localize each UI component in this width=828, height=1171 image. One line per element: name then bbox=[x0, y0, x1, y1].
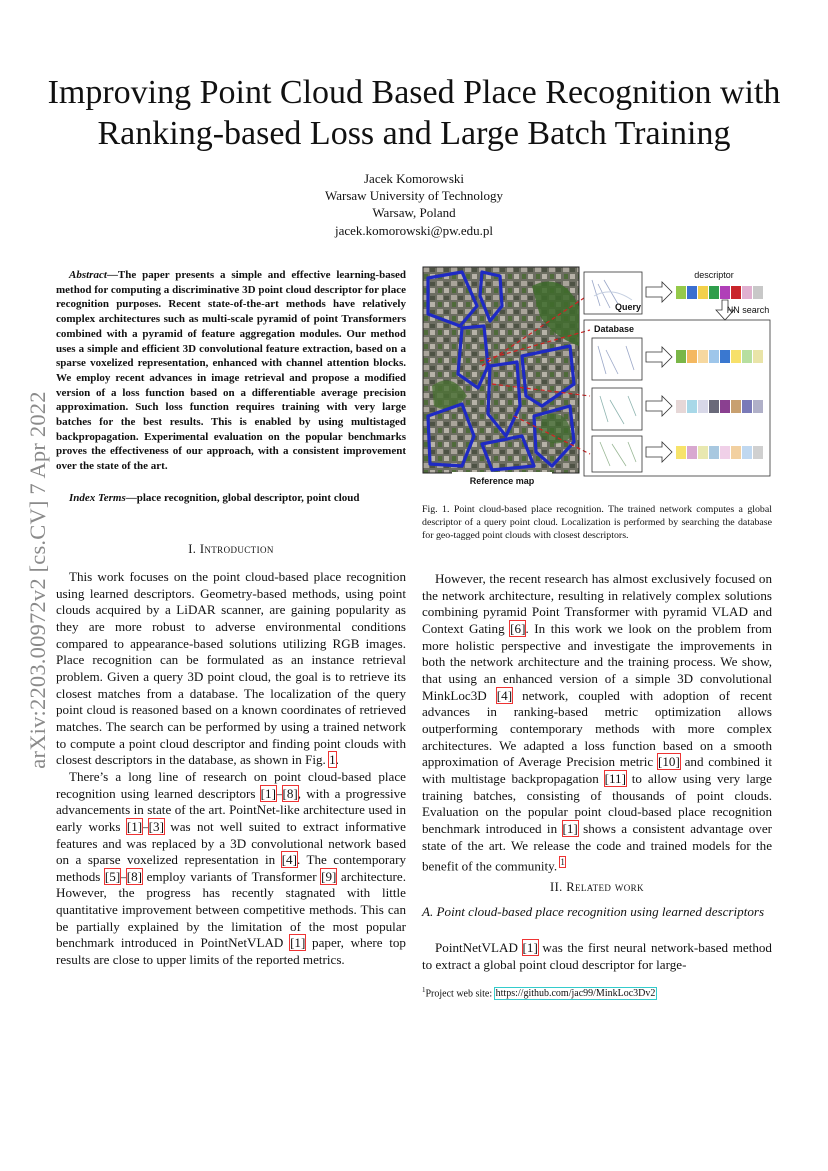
footnote-text: Project web site: bbox=[425, 988, 495, 1000]
index-terms-text: place recognition, global descriptor, point cloud bbox=[136, 492, 360, 504]
query-label: Query bbox=[614, 302, 642, 312]
arrow-icon bbox=[646, 396, 672, 416]
related-paragraph-1: PointNetVLAD [1] was the first neural network-based method to extract a global point cloud descriptor for large- bbox=[422, 940, 772, 972]
citation[interactable]: [1] bbox=[290, 935, 306, 951]
footnote-link[interactable]: https://github.com/jac99/MinkLoc3Dv2 bbox=[495, 988, 656, 1000]
descriptor-cell bbox=[742, 350, 752, 363]
descriptor-cell bbox=[687, 350, 697, 363]
arrow-icon bbox=[646, 282, 672, 302]
descriptor-cell bbox=[709, 350, 719, 363]
figure-1 bbox=[422, 266, 774, 498]
citation[interactable]: [3] bbox=[148, 818, 164, 834]
descriptor-cell bbox=[753, 286, 763, 299]
citation[interactable]: [4] bbox=[496, 687, 513, 703]
citation[interactable]: [1] bbox=[126, 818, 143, 834]
footnote-ref[interactable]: 1 bbox=[560, 857, 565, 868]
section-heading-related: II. Related work bbox=[550, 880, 644, 894]
intro-paragraph-1: This work focuses on the point cloud-based place recognition using learned descriptors. Geometry-based methods, using point clouds acquired by a LiDAR scanner, are gaining popularity as they are more robust to adverse environmental conditions compared to appearance-based solutions utilizing RGB images. Place recognition can be formulated as an instance retrieval problem. Given a query 3D point cloud, the goal is to retrieve its closest matches from a database. The localization of the query point cloud is reasoned based on a known coordinates of retrieved matches. The search can be performed by using a trained network to compute a point cloud descriptor and finding point clouds with closest descriptors in the database, as shown in Fig. 1. bbox=[56, 569, 406, 768]
descriptor-cell bbox=[709, 446, 719, 459]
footnote bbox=[422, 986, 656, 999]
descriptor-cell bbox=[709, 286, 719, 299]
abstract-text: The paper presents a simple and effective learning-based method for computing a discriminative 3D point cloud descriptor for place recognition purposes. Recent state-of-the-art methods have relatively complex architectures such as multi-scale pyramid of point Transformers combined with a pyramid of feature aggregation modules. Our method uses a simple and efficient 3D convolutional feature extraction, based on a sparse voxelized representation, enhanced with channel attention blocks. We employ recent advances in image retrieval and propose a modified version of a loss function based on a differentiable average precision approximation. Such loss function requires training with very large batches for the best results. This is enabled by using multistaged backpropagation. Experimental evaluation on the popular benchmarks proves the effectiveness of our approach, with a consistent improvement over the state of the art. bbox=[56, 269, 406, 473]
abstract-dash: — bbox=[106, 269, 118, 281]
section-heading-intro: I. Introduction bbox=[188, 542, 274, 556]
descriptor-cell bbox=[709, 400, 719, 413]
descriptor-cell bbox=[720, 350, 730, 363]
author-location: Warsaw, Poland bbox=[372, 205, 456, 221]
descriptor-cell bbox=[753, 350, 763, 363]
citation[interactable]: [5] bbox=[104, 868, 121, 884]
index-terms: Index Terms—place recognition, global descriptor, point cloud bbox=[69, 492, 360, 504]
abstract-label: Abstract bbox=[69, 269, 107, 281]
descriptor-cell bbox=[698, 446, 708, 459]
intro-paragraph-2: There’s a long line of research on point cloud-based place recognition using learned descriptors [1]–[8], with a progressive advancements in state of the art. PointNet-like architecture used in early works [1]–[3] was not well suited to extract informative features and was replaced by a 3D convolutional network based on a sparse voxelized representation in [4]. The contemporary methods [5]–[8] employ variants of Transformer [9] architecture. However, the progress has recently stagnated with little quantitative improvement between competitive methods. This can be partially explained by the limitation of the most popular benchmark introduced in PointNetVLAD [1] paper, where top results are close to upper limits of the reported metrics. bbox=[56, 768, 407, 968]
descriptor-cell bbox=[720, 446, 730, 459]
database-label: Database bbox=[594, 324, 635, 334]
subsection-heading-a: A. Point cloud-based place recognition using learned descriptors bbox=[422, 904, 765, 919]
descriptor-cell bbox=[676, 350, 686, 363]
descriptor-cell bbox=[687, 446, 697, 459]
arrow-icon bbox=[646, 442, 672, 462]
descriptor-cell bbox=[720, 400, 730, 413]
citation[interactable]: [1] bbox=[522, 940, 538, 955]
intro-right-column bbox=[422, 571, 772, 875]
arrow-icon bbox=[646, 347, 672, 367]
descriptor-cell bbox=[687, 286, 697, 299]
nn-search-label: NN search bbox=[726, 305, 770, 315]
author-email[interactable]: jacek.komorowski@pw.edu.pl bbox=[334, 222, 494, 238]
descriptor-cell bbox=[731, 400, 741, 413]
citation[interactable]: [11] bbox=[604, 770, 626, 786]
query-point-cloud bbox=[584, 272, 642, 314]
descriptor-row-db-2 bbox=[676, 400, 763, 413]
author-name: Jacek Komorowski bbox=[363, 171, 464, 186]
descriptor-cell bbox=[676, 446, 686, 459]
descriptor-cell bbox=[687, 400, 697, 413]
paper-title: Improving Point Cloud Based Place Recognition with Ranking-based Loss and Large Batch Training bbox=[47, 74, 781, 152]
descriptor-row-db-3 bbox=[676, 446, 763, 459]
descriptor-cell bbox=[742, 400, 752, 413]
descriptor-cell bbox=[753, 400, 763, 413]
descriptor-cell bbox=[698, 400, 708, 413]
author-block bbox=[200, 170, 628, 239]
intro-left-column bbox=[56, 569, 406, 969]
citation[interactable]: [10] bbox=[658, 754, 680, 770]
descriptor-row-query bbox=[676, 286, 763, 299]
descriptor-row-db-1 bbox=[676, 350, 763, 363]
author-affiliation: Warsaw University of Technology bbox=[325, 188, 503, 204]
citation[interactable]: [1] bbox=[562, 820, 578, 836]
descriptor-cell bbox=[742, 446, 752, 459]
reference-map bbox=[423, 267, 590, 488]
descriptor-cell bbox=[720, 286, 730, 299]
citation[interactable]: [8] bbox=[126, 868, 143, 884]
descriptor-cell bbox=[731, 350, 741, 363]
database-cloud-1 bbox=[592, 338, 642, 380]
descriptor-cell bbox=[698, 286, 708, 299]
reference-map-label: Reference map bbox=[469, 476, 535, 486]
abstract bbox=[56, 268, 406, 474]
intro-paragraph-3: However, the recent research has almost exclusively focused on the network architecture, resulting in relatively complex solutions combining pyramid Point Transformer with pyramid VLAD and Context Gating [6]. In this work we look on the problem from more holistic perspective and investigate the improvements in both the network architecture and the training process. We show, that using an enhanced version of a simple 3D convolutional MinkLoc3D [4] network, coupled with adoption of recent advances in ranking-based metric optimization allows outperforming contemporary methods with more complex architectures. We adapted a loss function based on a smooth approximation of Average Precision metric [10] and combined it with multistage backpropagation [11] to allow using very large training batches, consisting of thousands of point clouds. Evaluation on the popular point cloud-based place recognition benchmark introduced in [1] shows a consistent advantage over state of the art. We release the code and trained models for the benefit of the community. $^1$ bbox=[422, 571, 773, 874]
descriptor-cell bbox=[742, 286, 752, 299]
related-right-column bbox=[422, 940, 772, 973]
index-terms-label: Index Terms bbox=[69, 492, 126, 504]
arxiv-id: arXiv:2203.00972v2 [cs.CV] 7 Apr 2022 bbox=[25, 391, 50, 769]
footnote-mark: 1 bbox=[422, 986, 426, 994]
fig-ref[interactable]: 1 bbox=[329, 752, 336, 768]
citation[interactable]: [6] bbox=[510, 620, 526, 636]
descriptor-cell bbox=[676, 400, 686, 413]
figure-1-graphic bbox=[422, 266, 774, 498]
citation[interactable]: [9] bbox=[321, 868, 337, 884]
descriptor-cell bbox=[698, 350, 708, 363]
citation[interactable]: [1] bbox=[260, 785, 276, 801]
citation[interactable]: [4] bbox=[281, 852, 297, 868]
descriptor-label: descriptor bbox=[694, 270, 734, 280]
descriptor-cell bbox=[676, 286, 686, 299]
citation[interactable]: [8] bbox=[282, 785, 298, 801]
descriptor-cell bbox=[753, 446, 763, 459]
figure-1-caption: Fig. 1. Point cloud-based place recognition. The trained network computes a global descriptor of a query point cloud. Localization is performed by searching the database for geo-tagged point clouds with closest descriptors. bbox=[422, 504, 772, 542]
arxiv-stamp bbox=[14, 300, 62, 860]
descriptor-cell bbox=[731, 286, 741, 299]
database-cloud-3 bbox=[592, 436, 642, 472]
database-cloud-2 bbox=[592, 388, 642, 430]
descriptor-cell bbox=[731, 446, 741, 459]
